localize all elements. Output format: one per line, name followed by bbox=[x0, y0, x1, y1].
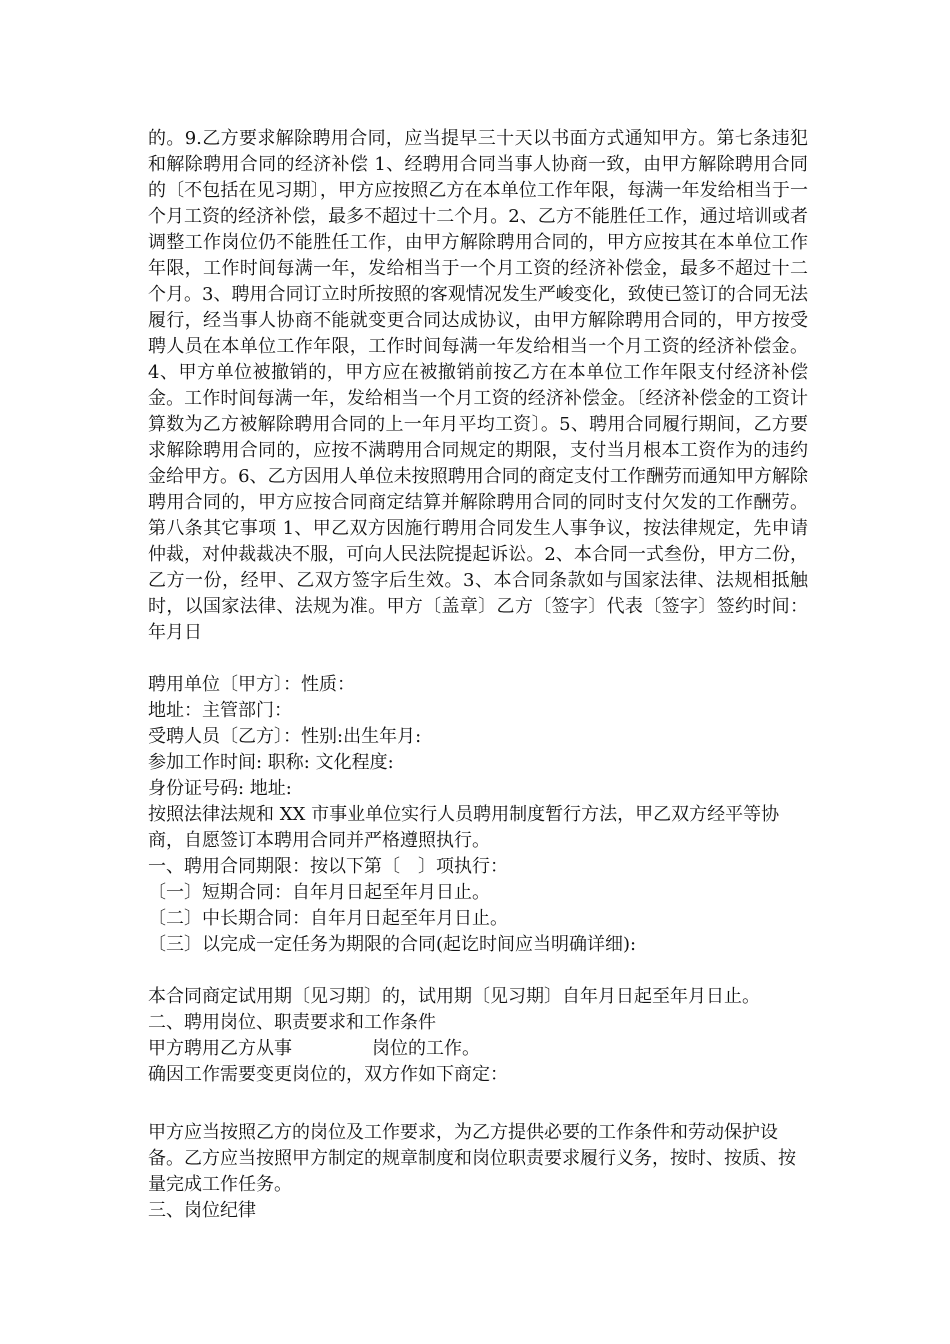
id-address-field: 身份证号码: 地址: bbox=[148, 778, 292, 799]
contract-header-fields bbox=[148, 672, 808, 1088]
intro-paragraph: 按照法律法规和 XX 市事业单位实行人员聘用制度暂行方法，甲乙双方经平等协商，自愿签订本聘用合同并严格遵照执行。 bbox=[148, 804, 780, 851]
section1-option1: 〔一〕短期合同：自年月日起至年月日止。 bbox=[148, 882, 490, 903]
section1-title: 一、聘用合同期限：按以下第〔 〕项执行： bbox=[148, 856, 508, 877]
section1-option2: 〔二〕中长期合同：自年月日起至年月日止。 bbox=[148, 908, 508, 929]
position-line bbox=[148, 1036, 808, 1062]
employee-field: 受聘人员〔乙方〕：性别:出生年月: bbox=[148, 726, 422, 747]
blank-line bbox=[148, 958, 808, 984]
address-dept-field: 地址：主管部门： bbox=[148, 700, 292, 721]
position-change-line: 确因工作需要变更岗位的，双方作如下商定： bbox=[148, 1064, 508, 1085]
contract-text-block bbox=[148, 126, 808, 646]
probation-line: 本合同商定试用期〔见习期〕的，试用期〔见习期〕自年月日起至年月日止。 bbox=[148, 986, 760, 1007]
conditions-block bbox=[148, 1120, 808, 1224]
employer-field: 聘用单位〔甲方〕：性质： bbox=[148, 674, 355, 695]
conditions-paragraph: 甲方应当按照乙方的岗位及工作要求，为乙方提供必要的工作条件和劳动保护设备。乙方应当按照甲方制定的规章制度和岗位职责要求履行义务，按时、按质、按量完成工作任务。 bbox=[148, 1122, 796, 1195]
section1-option3: 〔三〕以完成一定任务为期限的合同(起讫时间应当明确详细): bbox=[148, 934, 637, 955]
position-suffix: 岗位的工作。 bbox=[372, 1038, 480, 1059]
compensation-paragraph: 的。9.乙方要求解除聘用合同，应当提早三十天以书面方式通知甲方。第七条违犯和解除聘用合同的经济补偿 1、经聘用合同当事人协商一致，由甲方解除聘用合同的〔不包括在见习期〕，甲方应按照乙方在本单位工作年限，每满一年发给相当于一个月工资的经济补偿，最多不超过十二个月。2、乙方不能胜任工作，通过培训或者调整工作岗位仍不能胜任工作，由甲方解除聘用合同的，甲方应按其在本单位工作年限，工作时间每满一年，发给相当于一个月工资的经济补偿金，最多不超过十二个月。3、聘用合同订立时所按照的客观情况发生严峻变化，致使已签订的合同无法履行，经当事人协商不能就变更合同达成协议，由甲方解除聘用合同的，甲方按受聘人员在本单位工作年限，工作时间每满一年发给相当一个月工资的经济补偿金。4、甲方单位被撤销的，甲方应在被撤销前按乙方在本单位工作年限支付经济补偿金。工作时间每满一年，发给相当一个月工资的经济补偿金。〔经济补偿金的工资计算数为乙方被解除聘用合同的上一年月平均工资〕。5、聘用合同履行期间，乙方要求解除聘用合同的，应按不满聘用合同规定的期限，支付当月根本工资作为的违约金给甲方。6、乙方因用人单位未按照聘用合同的商定支付工作酬劳而通知甲方解除聘用合同的，甲方应按合同商定结算并解除聘用合同的同时支付欠发的工作酬劳。第八条其它事项 1、甲乙双方因施行聘用合同发生人事争议，按法律规定，先申请仲裁，对仲裁裁决不服，可向人民法院提起诉讼。2、本合同一式叁份，甲方二份，乙方一份，经甲、乙双方签字后生效。3、本合同条款如与国家法律、法规相抵触时，以国家法律、法规为准。甲方〔盖章〕乙方〔签字〕代表〔签字〕签约时间：年月日 bbox=[148, 128, 808, 643]
work-info-field: 参加工作时间: 职称: 文化程度: bbox=[148, 752, 394, 773]
section2-title: 二、聘用岗位、职责要求和工作条件 bbox=[148, 1012, 436, 1033]
position-prefix: 甲方聘用乙方从事 bbox=[148, 1038, 292, 1059]
section3-title: 三、岗位纪律 bbox=[148, 1200, 256, 1221]
